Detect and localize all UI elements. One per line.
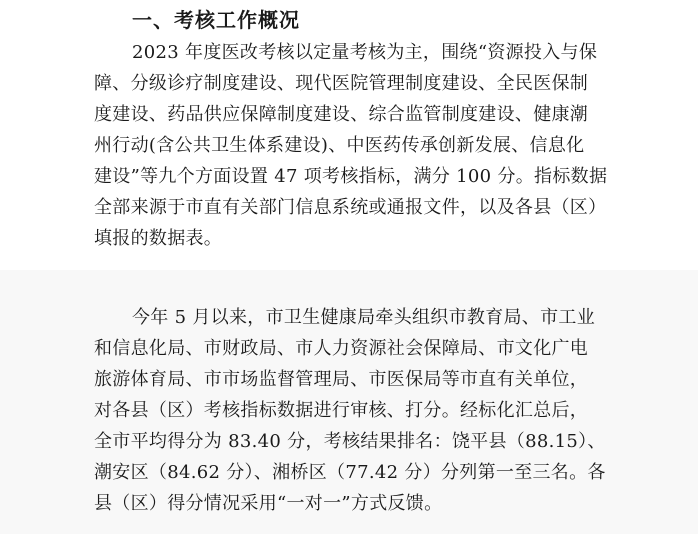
paragraph-line: 度建设、药品供应保障制度建设、综合监管制度建设、健康潮 bbox=[94, 104, 589, 125]
paragraph-line: 全市平均得分为 83.40 分，考核结果排名：饶平县（88.15）、 bbox=[94, 431, 606, 452]
paragraph-line: 州行动(含公共卫生体系建设)、中医药传承创新发展、信息化 bbox=[94, 135, 585, 156]
paragraph-line: 全部来源于市直有关部门信息系统或通报文件，以及各县（区） bbox=[94, 197, 607, 218]
paragraph-line: 2023 年度医改考核以定量考核为主，围绕“资源投入与保 bbox=[132, 42, 598, 63]
paragraph-line: 旅游体育局、市市场监督管理局、市医保局等市直有关单位， bbox=[94, 369, 589, 390]
paragraph-line: 对各县（区）考核指标数据进行审核、打分。经标化汇总后， bbox=[94, 400, 589, 421]
section-heading: 一、考核工作概况 bbox=[132, 8, 300, 32]
paragraph-results bbox=[94, 302, 624, 519]
paragraph-line: 潮安区（84.62 分）、湘桥区（77.42 分）分列第一至三名。各 bbox=[94, 462, 606, 483]
paragraph-line: 县（区）得分情况采用“一对一”方式反馈。 bbox=[94, 493, 443, 514]
paragraph-line: 建设”等九个方面设置 47 项考核指标，满分 100 分。指标数据 bbox=[94, 166, 608, 187]
paragraph-overview bbox=[94, 37, 624, 254]
paragraph-line: 填报的数据表。 bbox=[94, 228, 223, 249]
paragraph-line: 今年 5 月以来，市卫生健康局牵头组织市教育局、市工业 bbox=[132, 307, 595, 328]
paragraph-line: 障、分级诊疗制度建设、现代医院管理制度建设、全民医保制 bbox=[94, 73, 589, 94]
paragraph-line: 和信息化局、市财政局、市人力资源社会保障局、市文化广电 bbox=[94, 338, 589, 359]
